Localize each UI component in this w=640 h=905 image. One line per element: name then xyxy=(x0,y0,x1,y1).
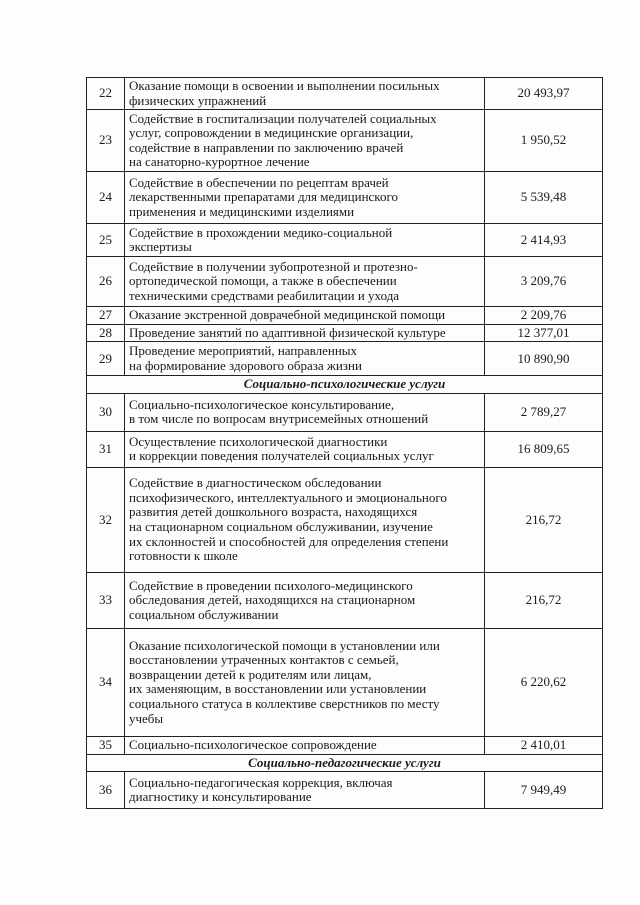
service-price: 6 220,62 xyxy=(485,628,603,736)
row-number: 32 xyxy=(87,467,125,572)
table-row xyxy=(87,172,603,224)
service-price: 12 377,01 xyxy=(485,324,603,342)
table-row xyxy=(87,324,603,342)
table-row xyxy=(87,342,603,376)
row-number: 34 xyxy=(87,628,125,736)
row-number: 24 xyxy=(87,172,125,224)
service-price: 3 209,76 xyxy=(485,257,603,307)
service-description: Социально-психологическое сопровождение xyxy=(125,736,485,754)
service-description: Осуществление психологической диагностики и коррекции поведения получателей социальных услуг xyxy=(125,431,485,467)
table-row xyxy=(87,628,603,736)
row-number: 23 xyxy=(87,110,125,172)
row-number: 26 xyxy=(87,257,125,307)
service-description: Содействие в госпитализации получателей социальных услуг, сопровождении в медицинские организации, содействие в направлении по заключению врачей на санаторно-курортное лечение xyxy=(125,110,485,172)
row-number: 27 xyxy=(87,307,125,325)
service-price: 5 539,48 xyxy=(485,172,603,224)
table-row xyxy=(87,78,603,110)
row-number: 29 xyxy=(87,342,125,376)
section-heading: Социально-педагогические услуги xyxy=(87,754,603,772)
row-number: 31 xyxy=(87,431,125,467)
service-price: 10 890,90 xyxy=(485,342,603,376)
row-number: 33 xyxy=(87,572,125,628)
row-number: 30 xyxy=(87,393,125,431)
service-price: 2 414,93 xyxy=(485,224,603,257)
service-description: Содействие в прохождении медико-социальной экспертизы xyxy=(125,224,485,257)
row-number: 25 xyxy=(87,224,125,257)
row-number: 36 xyxy=(87,772,125,809)
service-description: Социально-педагогическая коррекция, включая диагностику и консультирование xyxy=(125,772,485,809)
service-description: Оказание психологической помощи в установлении или восстановлении утраченных контактов с семьей, возвращении детей к родителям или лицам, их заменяющим, в восстановлении или установлении социального статуса в коллективе сверстников по месту учебы xyxy=(125,628,485,736)
section-heading: Социально-психологические услуги xyxy=(87,376,603,394)
row-number: 28 xyxy=(87,324,125,342)
service-price: 20 493,97 xyxy=(485,78,603,110)
table-row xyxy=(87,257,603,307)
service-price: 16 809,65 xyxy=(485,431,603,467)
table-row xyxy=(87,736,603,754)
service-description: Содействие в получении зубопротезной и протезно- ортопедической помощи, а также в обеспечении техническими средствами реабилитации и ухода xyxy=(125,257,485,307)
service-description: Оказание экстренной доврачебной медицинской помощи xyxy=(125,307,485,325)
service-description: Содействие в диагностическом обследовании психофизического, интеллектуального и эмоционального развития детей дошкольного возраста, находящихся на стационарном социальном обслуживании, изучение их склонностей и способностей для определения степени готовности к школе xyxy=(125,467,485,572)
table-row xyxy=(87,467,603,572)
table-row xyxy=(87,431,603,467)
service-price: 2 789,27 xyxy=(485,393,603,431)
table-row xyxy=(87,110,603,172)
service-description: Оказание помощи в освоении и выполнении посильных физических упражнений xyxy=(125,78,485,110)
service-description: Проведение мероприятий, направленных на формирование здорового образа жизни xyxy=(125,342,485,376)
row-number: 35 xyxy=(87,736,125,754)
service-price: 2 410,01 xyxy=(485,736,603,754)
table-row xyxy=(87,772,603,809)
service-description: Содействие в обеспечении по рецептам врачей лекарственными препаратами для медицинского применения и медицинскими изделиями xyxy=(125,172,485,224)
service-price: 1 950,52 xyxy=(485,110,603,172)
row-number: 22 xyxy=(87,78,125,110)
services-price-table xyxy=(86,77,603,809)
section-row xyxy=(87,754,603,772)
table-row xyxy=(87,224,603,257)
service-price: 216,72 xyxy=(485,467,603,572)
service-price: 7 949,49 xyxy=(485,772,603,809)
service-description: Социально-психологическое консультирование, в том числе по вопросам внутрисемейных отношений xyxy=(125,393,485,431)
table-row xyxy=(87,572,603,628)
service-price: 2 209,76 xyxy=(485,307,603,325)
table-row xyxy=(87,307,603,325)
section-row xyxy=(87,376,603,394)
service-price: 216,72 xyxy=(485,572,603,628)
table-row xyxy=(87,393,603,431)
service-description: Проведение занятий по адаптивной физической культуре xyxy=(125,324,485,342)
service-description: Содействие в проведении психолого-медицинского обследования детей, находящихся на стационарном социальном обслуживании xyxy=(125,572,485,628)
